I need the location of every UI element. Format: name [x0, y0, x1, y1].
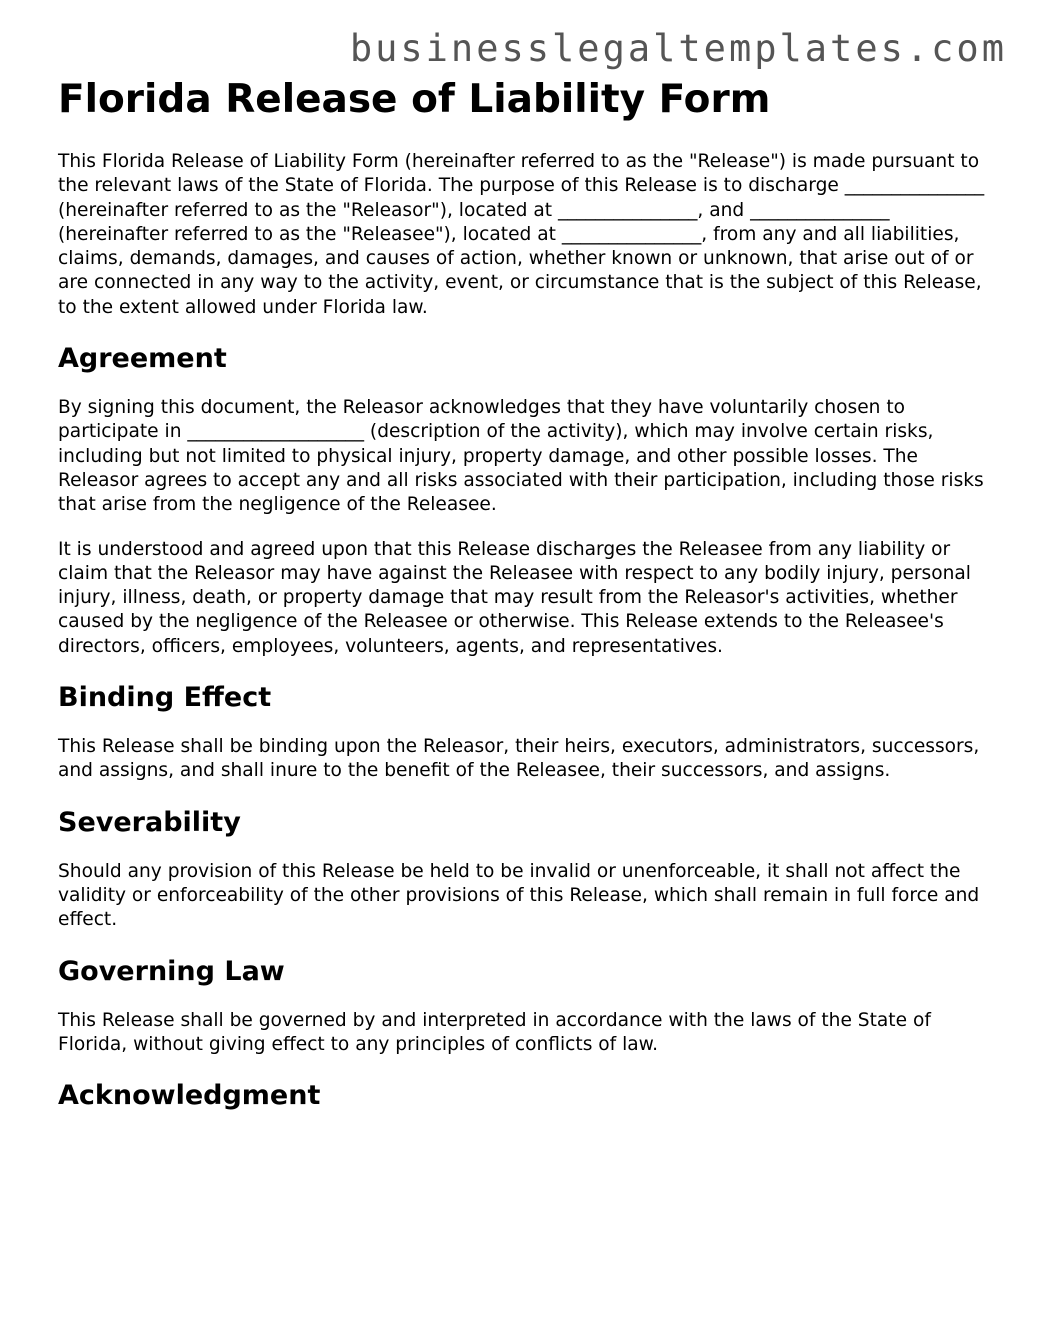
section-heading-agreement: Agreement	[58, 343, 227, 375]
severability-paragraph: Should any provision of this Release be held to be invalid or unenforceable, it shall not affect the validity or enforceability of the other provisions of this Release, which shall remain in full force and effect.	[58, 860, 980, 931]
agreement-paragraph-2: It is understood and agreed upon that this Release discharges the Releasee from any liability or claim that the Releasor may have against the Releasee with respect to any bodily injury, personal injury, illness, death, or property damage that may result from the Releasor's activities, whether caused by the negligence of the Releasee or otherwise. This Release extends to the Releasee's directors, officers, employees, volunteers, agents, and representatives.	[58, 538, 971, 657]
section-heading-binding-effect: Binding Effect	[58, 682, 272, 714]
section-heading-acknowledgment: Acknowledgment	[58, 1080, 321, 1112]
intro-paragraph: This Florida Release of Liability Form (hereinafter referred to as the "Release") is made pursuant to the relevant laws of the State of Florida. The purpose of this Release is to discharge _______________ (hereinafter referred to as the "Releasor"), located at _______________, and _______________ (hereinafter referred to as the "Releasee"), located at _______________, from any and all liabilities, claims, demands, damages, and causes of action, whether known or unknown, that arise out of or are connected in any way to the activity, event, or circumstance that is the subject of this Release, to the extent allowed under Florida law.	[58, 151, 985, 318]
binding-effect-paragraph: This Release shall be binding upon the Releasor, their heirs, executors, administrators, successors, and assigns, and shall inure to the benefit of the Releasee, their successors, and assigns.	[58, 736, 980, 782]
governing-law-paragraph: This Release shall be governed by and interpreted in accordance with the laws of the State of Florida, without giving effect to any principles of conflicts of law.	[58, 1009, 931, 1055]
agreement-paragraph-1: By signing this document, the Releasor acknowledges that they have voluntarily chosen to participate in ___________________ (description of the activity), which may involve certain risks, including but not limited to physical injury, property damage, and other possible losses. The Releasor agrees to accept any and all risks associated with their participation, including those risks that arise from the negligence of the Releasee.	[58, 397, 984, 516]
document-title: Florida Release of Liability Form	[58, 77, 771, 122]
site-watermark: businesslegaltemplates.com	[349, 27, 1007, 70]
document-body	[58, 78, 998, 1133]
section-heading-governing-law: Governing Law	[58, 955, 285, 987]
section-heading-severability: Severability	[58, 806, 241, 838]
